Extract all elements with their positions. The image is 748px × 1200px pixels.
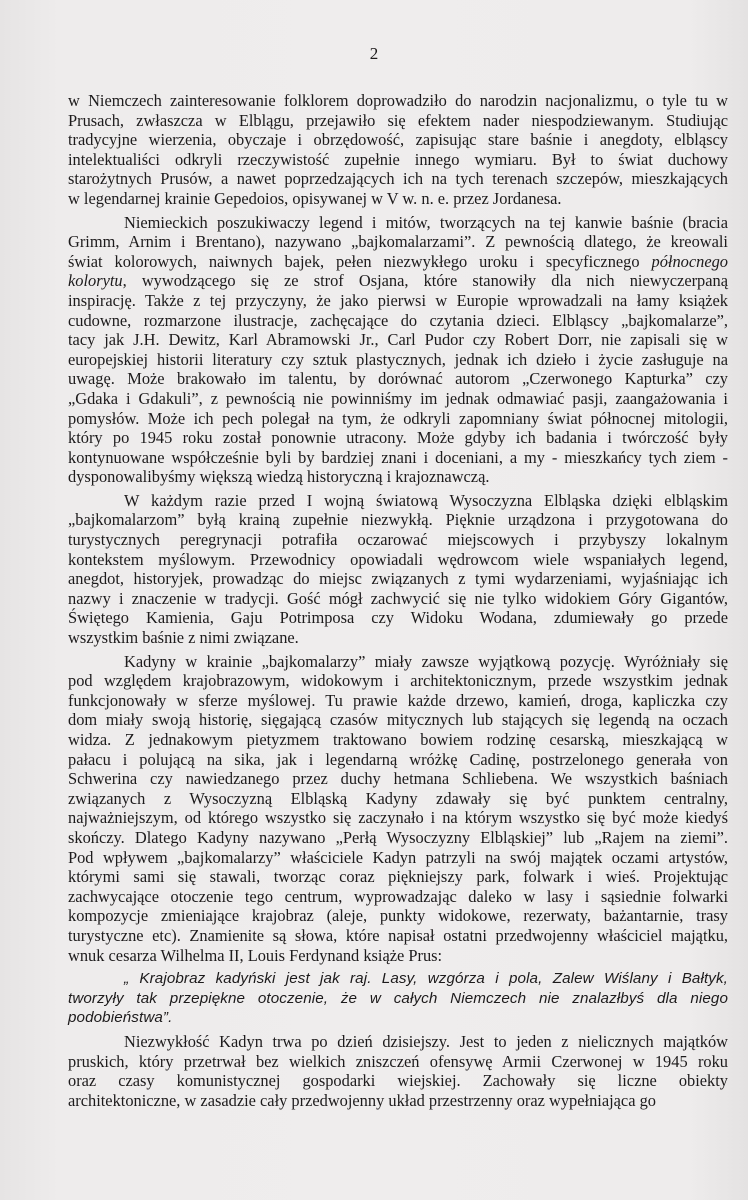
text-line: tworzyły tak przepiękne otoczenie, że w całych Niemczech nie znalazłbyś dla niego <box>68 989 728 1007</box>
document-body <box>68 91 728 1110</box>
text-line: pruskich, który przetrwał bez wielkich zniszczeń ofensywę Armii Czerwonej w 1945 roku <box>68 1051 728 1071</box>
text-line: dysponowalibyśmy większą wiedzą historyczną i krajoznawczą. <box>68 467 490 487</box>
text-line: pomysłów. Może ich pech polegał na tym, że odkryli zapomniany świat północnej mitologii, <box>68 408 728 428</box>
text-line: funkcjonowały w sferze myślowej. Tu prawie każde drzewo, kamień, droga, kapliczka czy <box>68 690 728 710</box>
text-line: architektoniczne, w zasadzie cały przedwojenny układ przestrzenny oraz wypełniająca go <box>68 1090 656 1110</box>
text-line: kontekstem myślowym. Przewodnicy opowiadali wędrowcom wiele wspaniałych legend, <box>68 549 728 569</box>
text-line: widza. Z jednakowym pietyzmem traktowano bowiem rodzinę cesarską, mieszkającą w <box>68 730 728 749</box>
text-line: anegdot, historyjek, prowadząc do miejsc związanych z tymi wydarzeniami, wyjaśniając ich <box>68 569 728 589</box>
text-line: pałacu i polującą na sika, jak i legendarną wróżkę Cadinę, postrzelonego generała von <box>68 749 728 769</box>
page-number: 2 <box>369 44 379 63</box>
text-line: kolorytu, wywodzącego się ze strof Osjana, które stanowiły dla nich niewyczerpaną <box>68 271 728 291</box>
text-line: „bajkomalarzom” byłą krainą zupełnie niezwykłą. Pięknie urządzona i przygotowana do <box>68 510 728 530</box>
text-line: w legendarnej krainie Gepedoios, opisywanej w V w. n. e. przez Jordanesa. <box>68 188 562 208</box>
text-line: zachwycające otoczenie tego centrum, wyprowadzając daleko w lasy i sąsiednie folwarki <box>68 886 728 906</box>
text-line: Grimm, Arnim i Brentano), nazywano „bajkomalarzami”. Z pewnością dlatego, że kreowali <box>68 232 728 252</box>
text-line: Świętego Kamienia, Gaju Potrimposa czy Widoku Wodana, zdumiewały go przede <box>68 608 728 628</box>
text-line: który po 1945 roku został ponownie utracony. Może gdyby ich badania i twórczość były <box>68 428 728 448</box>
text-line: wnuk cesarza Wilhelma II, Louis Ferdynand książe Prus: <box>68 945 443 965</box>
text-line: cudowne, rozmarzone ilustracje, zachęcające do czytania dzieci. Elbląscy „bajkomalarze”, <box>68 310 728 330</box>
text-line: nazwy i znaczenie w tradycji. Gość mógł zachwycić się nie tylko widokiem Góry Gigantów, <box>68 588 728 608</box>
text-line: tacy jak J.H. Dewitz, Karl Abramowski Jr., Carl Pudor czy Robert Dorr, nie zapisali się w <box>68 330 728 350</box>
text-line: starożytnych Prusów, a nawet poprzedzających ich na tych terenach szczepów, mieszkających <box>68 169 728 189</box>
text-line: wszystkim baśnie z nimi związane. <box>68 628 299 648</box>
text-line: kontynuowane współcześnie byli by bardziej znani i doceniani, a my - mieszkańcy tych ziem - <box>68 447 728 467</box>
text-line: europejskiej historii literatury czy sztuk plastycznych, jednak ich dzieło i życie zasługuje na <box>68 349 728 369</box>
text-line: uwagę. Może brakowało im talentu, by dorównać autorom „Czerwonego Kapturka” czy <box>68 369 728 389</box>
text-line: związanych z Wysoczyzną Elbląską Kadyny zdawały się być punktem centralny, <box>68 788 728 808</box>
text-line: turystycznych peregrynacji potrafiła oczarować miejscowych i przybyszy lokalnym <box>68 530 728 550</box>
text-line: podobieństwa”. <box>68 1009 173 1027</box>
text-line: intelektualiści odkryli rzeczywistość zupełnie innego wymiaru. Był to świat duchowy <box>68 149 728 169</box>
text-line: „ Krajobraz kadyński jest jak raj. Lasy, wzgórza i pola, Zalew Wiślany i Bałtyk, <box>124 970 728 988</box>
text-line: inspirację. Także z tej przyczyny, że jako pierwsi w Europie wprowadzali na łamy książek <box>68 290 728 310</box>
text-line: najważniejszym, od którego wszystko się zaczynało i na którym wszystko się być może kiedyś <box>68 808 728 828</box>
text-line: Schwerina czy nawiedzanego przez duchy hetmana Schliebena. We wszystkich baśniach <box>68 769 728 789</box>
text-line: Niemieckich poszukiwaczy legend i mitów, tworzących na tej kanwie baśnie (bracia <box>124 212 728 232</box>
paragraph <box>68 91 728 209</box>
text-line: Niezwykłość Kadyn trwa po dzień dzisiejszy. Jest to jeden z nielicznych majątków <box>124 1031 728 1051</box>
paragraph <box>68 491 728 648</box>
text-line: Pod wpływem „bajkomalarzy” właściciele Kadyn patrzyli na swój majątek oczami artystów, <box>68 847 728 867</box>
paragraph <box>68 1032 728 1110</box>
text-line: w Niemczech zainteresowanie folklorem doprowadziło do narodzin nacjonalizmu, o tyle tu w <box>68 91 728 110</box>
text-line: oraz czasy komunistycznej gospodarki wiejskiej. Zachowały się liczne obiekty <box>68 1071 728 1091</box>
text-line: tradycyjne wierzenia, obyczaje i obrzędowość, zapisując stare baśnie i anegdoty, elbląscy <box>68 130 728 150</box>
text-line: turystyczne etc). Znamienite są słowa, które napisał ostatni przedwojenny właściciel majątku, <box>68 925 728 945</box>
text-line: „Gdaka i Gdakuli”, z pewnością nie powinniśmy im jednak odmawiać pasji, zaangażowania i <box>68 388 728 408</box>
paragraph <box>68 652 728 966</box>
block-quote <box>68 969 728 1028</box>
text-line: kompozycje zmieniające krajobraz (aleje, punkty widokowe, rezerwaty, bażantarnie, trasy <box>68 906 728 926</box>
paragraph <box>68 213 728 487</box>
text-line: Prusach, zwłaszcza w Elblągu, przejawiło się efektem nader niespodziewanym. Studiując <box>68 110 728 130</box>
text-line: dom miały swoją historię, sięgającą czasów mitycznych lub stających się legendą na oczach <box>68 710 728 730</box>
text-line: Kadyny w krainie „bajkomalarzy” miały zawsze wyjątkową pozycję. Wyróżniały się <box>124 651 728 671</box>
text-line: którymi sami się stawali, tworząc coraz piękniejszy park, folwark i wieś. Projektując <box>68 867 728 887</box>
text-line: świat kolorowych, naiwnych bajek, pełen niezwykłego uroku i specyficznego północnego <box>68 251 728 271</box>
text-line: pod względem krajobrazowym, widokowym i architektonicznym, przede wszystkim jednak <box>68 671 728 691</box>
text-line: W każdym razie przed I wojną światową Wysoczyzna Elbląska dzięki elbląskim <box>124 490 728 510</box>
text-line: skończy. Dlatego Kadyny nazywano „Perłą Wysoczyzny Elbląskiej” lub „Rajem na ziemi”. <box>68 827 728 847</box>
